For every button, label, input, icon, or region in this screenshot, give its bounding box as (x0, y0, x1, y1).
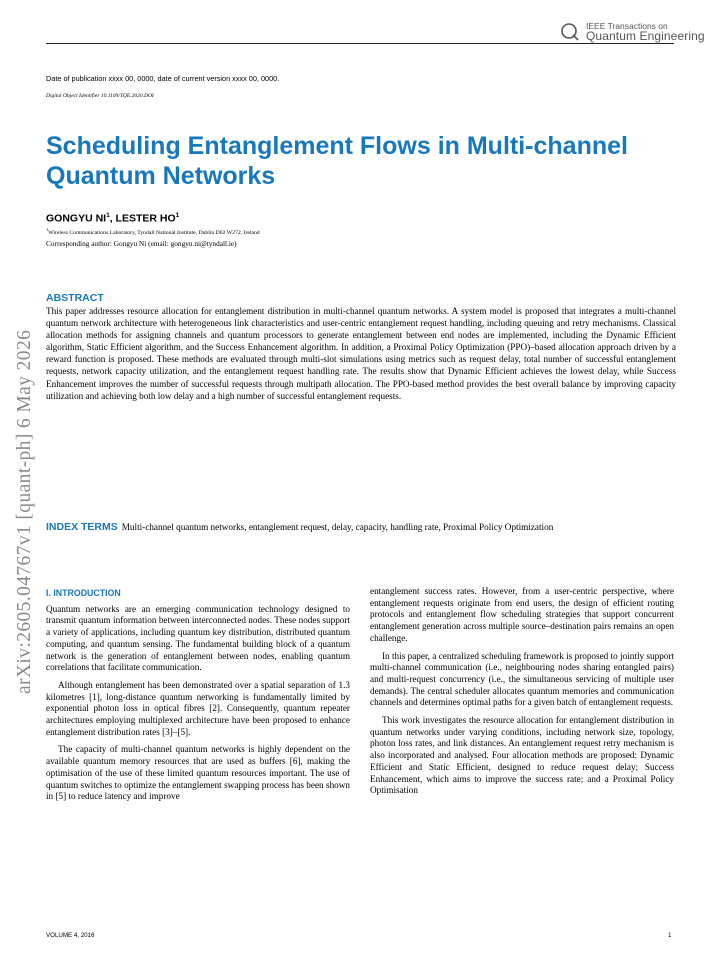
index-terms-body: Multi-channel quantum networks, entanglement request, delay, capacity, handling rate, Proximal Policy Optimization (121, 522, 554, 532)
paragraph: The capacity of multi-channel quantum networks is highly dependent on the available quantum memory resources that are used as buffers [6], making the optimisation of the use of these limited quantum resources important. The use of quantum switches to optimize the entanglement swapping process has been shown in [5] to reduce latency and improve (46, 744, 350, 802)
footer-volume: VOLUME 4, 2016 (46, 932, 95, 939)
author-affil-sup: 1 (106, 212, 110, 219)
journal-name-line1: IEEE Transactions on (586, 21, 668, 31)
introduction-heading: I. INTRODUCTION (46, 588, 121, 598)
affiliation (46, 227, 260, 236)
paragraph: Quantum networks are an emerging communication technology designed to transmit quantum information between interconnected nodes. These nodes support a variety of applications, including quantum key distribution, distributed quantum computing, and quantum sensing. The fundamental building block of a quantum network is the generation of entanglement between nodes, enabling quantum correlations that facilitate communication. (46, 603, 350, 673)
paragraph: Although entanglement has been demonstrated over a spatial separation of 1.3 kilometres [1], long-distance quantum networking is fundamentally limited by exponential photon loss in optical fibres [2]. Consequently, quantum repeater architectures employing multiplexed architecture have been proposed to enhance entanglement distribution rates [3]–[5]. (46, 679, 350, 737)
arxiv-stamp: arXiv:2605.04767v1 [quant-ph] 6 May 2026 (14, 329, 35, 694)
index-terms-heading: INDEX TERMS (46, 521, 118, 533)
journal-logo (560, 20, 705, 43)
paragraph: This work investigates the resource allocation for entanglement distribution in quantum networks under varying conditions, including network size, topology, photon loss rates, and link distances. An entanglement request retry mechanism is also incorporated and analysed. Four allocation methods are proposed: Dynamic Efficient and Static Efficient, designed to reduce request delay; Success Enhancement, which aims to improve the success rate; and a Proximal Policy Optimisation (370, 715, 674, 796)
abstract-heading: ABSTRACT (46, 292, 104, 304)
paragraph: entanglement success rates. However, from a user-centric perspective, where entanglement requests originate from end users, the design of efficient routing protocols and entanglement flow scheduling strategies that support concurrent entanglement generation across multiple source–destination pairs remains an open challenge. (370, 586, 674, 643)
header-divider (46, 43, 674, 44)
publication-info: Date of publication xxxx 00, 0000, date of current version xxxx 00, 0000. (46, 74, 280, 83)
corresponding-author: Corresponding author: Gongyu Ni (email: gongyu.ni@tyndall.ie) (46, 239, 237, 248)
paragraph: In this paper, a centralized scheduling framework is proposed to jointly support multi-channel communication (i.e., neighbouring nodes sharing entangled pairs) and multi-request concurrency (i.e., the simultaneous servicing of multiple user demands). The central scheduler allocates quantum memories and communication channels and determines optimal paths for a given batch of entanglement requests. (370, 650, 674, 708)
affiliation-text: Wireless Communications Laboratory, Tyndall National Institute, Dublin D02 W272, Ireland (48, 229, 260, 236)
affiliation-sup: 1 (46, 227, 49, 232)
paper-title: Scheduling Entanglement Flows in Multi-channel Quantum Networks (46, 132, 628, 190)
author-name: GONGYU NI (46, 212, 107, 225)
page-number: 1 (668, 932, 672, 939)
author-affil-sup: 1 (175, 212, 180, 219)
abstract-body: This paper addresses resource allocation for entanglement distribution in multi-channel quantum networks. A system model is proposed that integrates a multi-channel quantum network architecture with heterogeneous link characteristics and user-centric entanglement request handling, including queuing and retry mechanisms. Classical allocation methods for assigning channels and quantum processors to generate entanglement between end nodes are implemented, including the Dynamic Efficient algorithm, Static Efficient algorithm, and the Success Enhancement algorithm. In addition, a Proximal Policy Optimization (PPO)–based allocation approach driven by a reward function is proposed. These methods are evaluated through multi-slot simulations using metrics such as request delay, total number of successful entanglement requests, network capacity utilization, and the entanglement request handling rate. The results show that Dynamic Efficient achieves the lowest delay, while Success Enhancement improves the number of successful requests through multipath allocation. The PPO-based method provides the best overall balance by improving capacity utilization and achieving both low delay and a high number of successful entanglement requests. (46, 306, 676, 401)
left-column (46, 588, 350, 809)
author-list (46, 212, 179, 225)
author-name: , LESTER HO (109, 212, 176, 225)
journal-name-line2: Quantum Engineering (586, 29, 705, 43)
right-column (370, 586, 674, 803)
journal-logo-icon (560, 20, 582, 42)
index-terms (46, 521, 676, 533)
doi: Digital Object Identifier 10.1109/TQE.2020.DOI (46, 93, 154, 99)
